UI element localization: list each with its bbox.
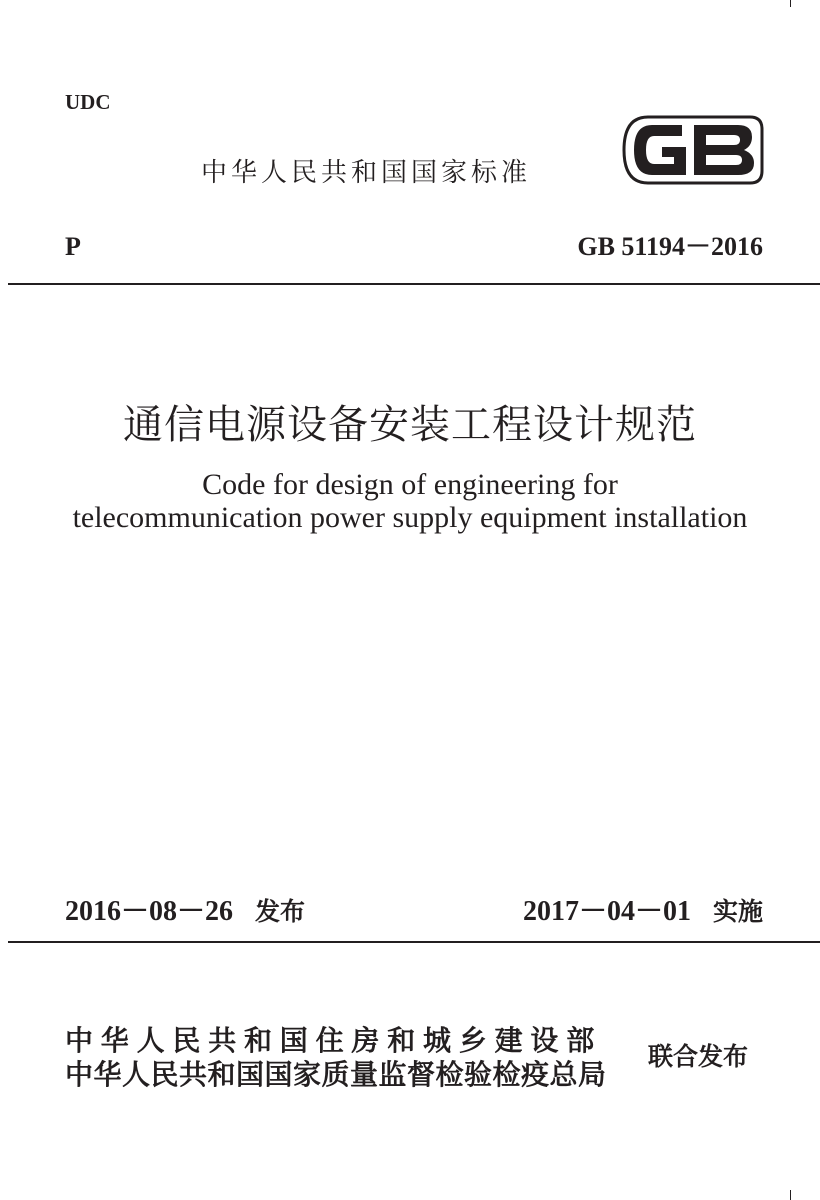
top-divider — [8, 283, 820, 285]
publisher-ministry: 中华人民共和国住房和城乡建设部 — [65, 1024, 603, 1057]
issue-label: 发布 — [255, 897, 306, 926]
standard-number: GB 51194－2016 — [577, 232, 763, 261]
title-english-line-2: telecommunication power supply equipment installation — [72, 501, 748, 534]
issue-date-block — [65, 896, 305, 928]
title-chinese: 通信电源设备安装工程设计规范 — [123, 402, 697, 448]
crop-mark-top — [790, 0, 791, 7]
title-english-line-1: Code for design of engineering for — [202, 468, 618, 501]
gb-logo-icon — [622, 113, 766, 187]
classification-code: P — [65, 232, 81, 261]
joint-release-label: 联合发布 — [648, 1042, 749, 1071]
effective-label: 实施 — [712, 897, 763, 926]
gb-logo-letter-b — [694, 125, 754, 175]
crop-mark-bottom — [790, 1190, 791, 1200]
issue-date: 2016－08－26 — [65, 896, 234, 927]
national-standard-label: 中华人民共和国国家标准 — [201, 158, 532, 188]
bottom-divider — [8, 941, 820, 943]
effective-date: 2017－04－01 — [522, 896, 691, 927]
publisher-aqsiq: 中华人民共和国国家质量监督检验检疫总局 — [65, 1058, 607, 1091]
effective-date-block — [523, 896, 763, 928]
gb-logo-letter-g — [634, 125, 686, 175]
udc-label: UDC — [65, 90, 111, 114]
